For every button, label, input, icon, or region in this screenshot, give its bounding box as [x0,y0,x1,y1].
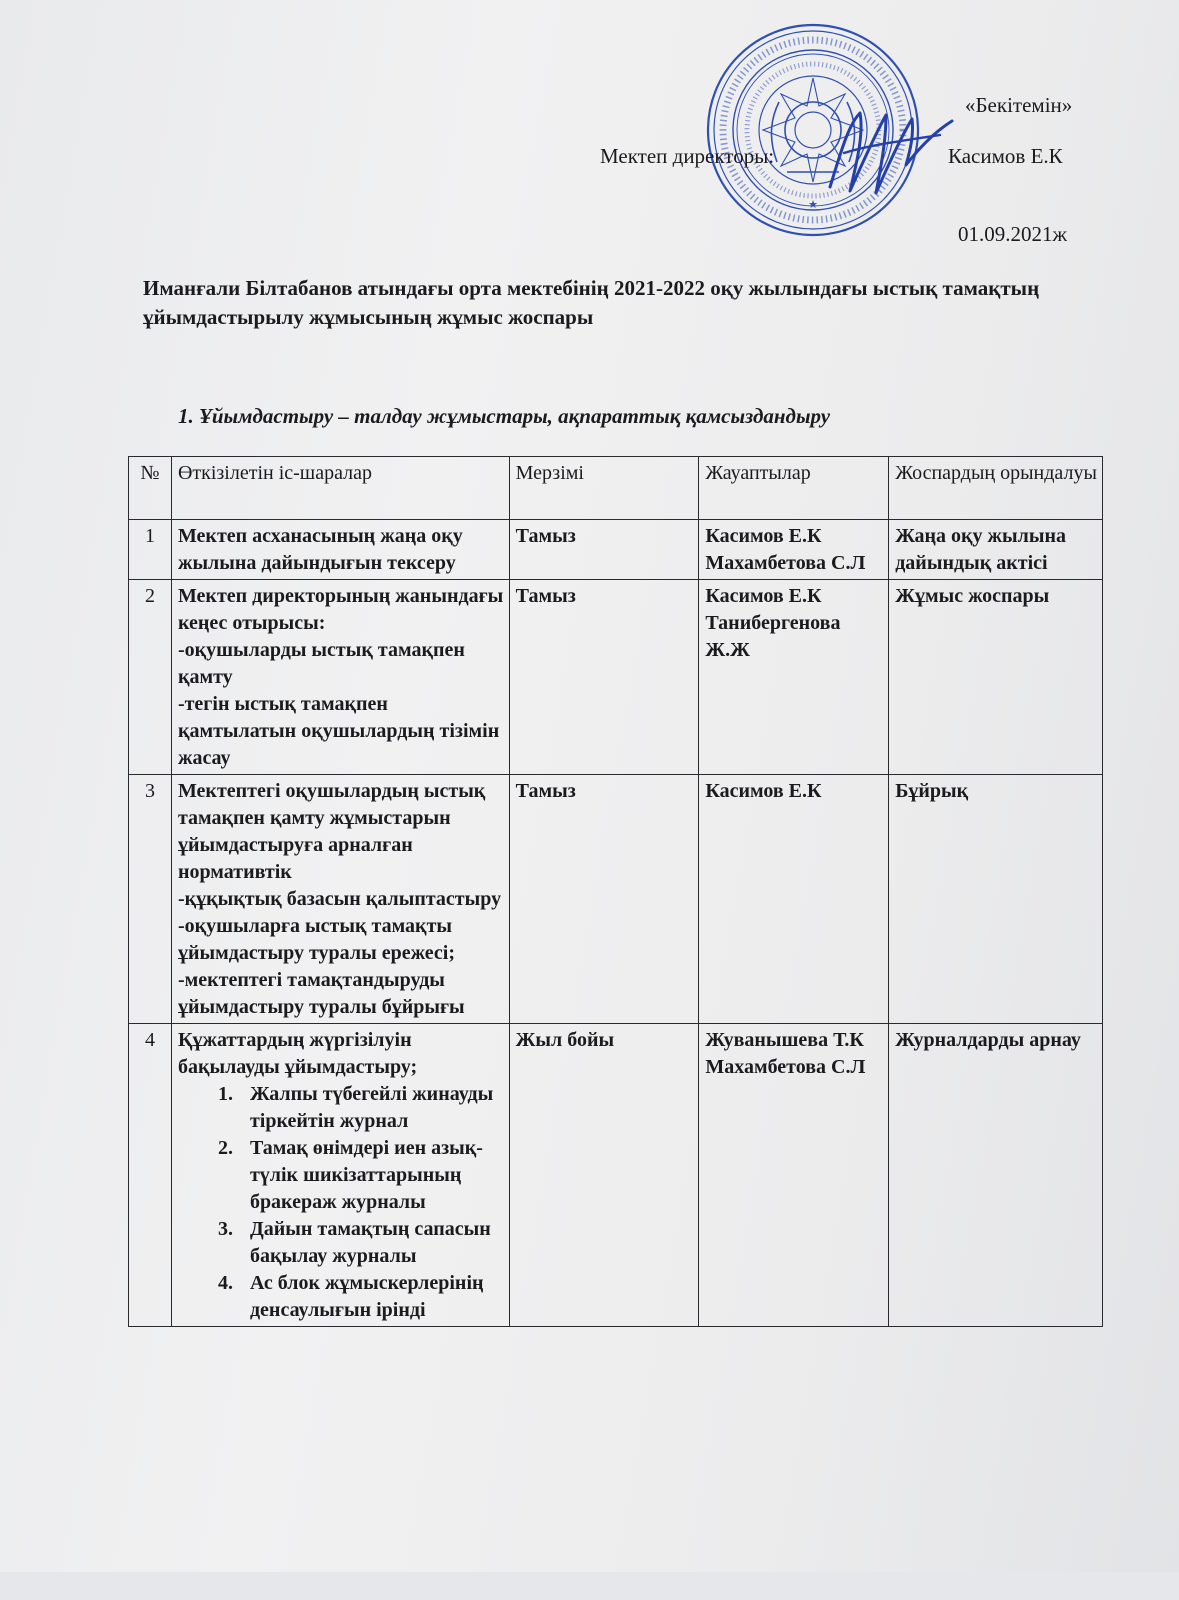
header-term: Мерзімі [509,457,699,520]
responsible-person: Махамбетова С.Л [705,552,866,574]
event-line: -мектептегі тамақтандыруды ұйымдастыру туралы бұйрығы [177,969,465,1018]
row-event [171,520,509,580]
table-row [129,580,1103,775]
handwritten-signature [820,95,960,205]
row-number: 2 [129,580,172,775]
table-row [129,520,1103,580]
plan-table [128,456,1103,1327]
row-term: Тамыз [509,520,699,580]
table-row [129,1024,1103,1327]
page-bottom-edge [0,1572,1179,1600]
responsible-person: Касимов Е.К [705,585,822,607]
row-event [171,775,509,1024]
responsible-person: Касимов Е.К [705,780,822,802]
row-responsible [699,520,889,580]
row-responsible [699,775,889,1024]
row-number: 3 [129,775,172,1024]
header-events: Өткізілетін іс-шаралар [171,457,509,520]
list-item: 4. Ас блок жұмыскерлерінің денсаулығын ірінді [238,1270,504,1324]
event-intro: Құжаттардың жүргізілуін бақылауды ұйымдастыру; [177,1029,418,1078]
row-event [171,1024,509,1327]
section-heading: 1. Ұйымдастыру – талдау жұмыстары, ақпараттық қамсыздандыру [178,404,831,428]
event-line: -оқушыларды ыстық тамақпен қамту [177,639,465,688]
list-item: 2. Тамақ өнімдері иен азық-түлік шикізаттарының бракераж журналы [238,1135,504,1216]
event-line: Мектеп директорының жанындағы кеңес отырысы: [177,585,504,634]
event-line: -оқушыларға ыстық тамақты ұйымдастыру туралы ережесі; [177,915,456,964]
row-event [171,580,509,775]
director-label: Мектеп директоры: [600,144,775,168]
responsible-person: Танибергенова Ж.Ж [705,612,841,661]
approval-title: «Бекітемін» [965,93,1073,117]
event-line: Мектептегі оқушылардың ыстық тамақпен қамту жұмыстарын ұйымдастыруға арналған нормативтік [177,780,486,883]
header-responsible: Жауаптылар [699,457,889,520]
table-row [129,775,1103,1024]
table-header-row [129,457,1103,520]
event-line: -құқықтық базасын қалыптастыру [177,888,502,910]
journal-list [178,1081,504,1324]
header-number: № [129,457,172,520]
row-result: Журналдарды арнау [889,1024,1103,1327]
document-title: Иманғали Білтабанов атындағы орта мектебінің 2021-2022 оқу жылындағы ыстық тамақтың ұйымдастырылу жұмысының жұмыс жоспары [143,276,1040,329]
row-term: Тамыз [509,775,699,1024]
row-responsible [699,580,889,775]
responsible-person: Жуванышева Т.К [705,1029,864,1051]
row-number: 4 [129,1024,172,1327]
svg-text:★: ★ [808,198,818,211]
approval-date: 01.09.2021ж [958,222,1068,246]
row-number: 1 [129,520,172,580]
row-result: Жаңа оқу жылына дайындық актісі [889,520,1103,580]
row-result: Бұйрық [889,775,1103,1024]
event-line: Мектеп асханасының жаңа оқу жылына дайындығын тексеру [177,525,463,574]
row-term: Тамыз [509,580,699,775]
director-name: Касимов Е.К [948,144,1063,168]
list-item: 3. Дайын тамақтың сапасын бақылау журналы [238,1216,504,1270]
list-item: 1. Жалпы түбегейлі жинауды тіркейтін журнал [238,1081,504,1135]
responsible-person: Махамбетова С.Л [705,1056,866,1078]
responsible-person: Касимов Е.К [705,525,822,547]
event-line: -тегін ыстық тамақпен қамтылатын оқушылардың тізімін жасау [177,693,500,769]
row-term: Жыл бойы [509,1024,699,1327]
header-result: Жоспардың орындалуы [889,457,1103,520]
row-result: Жұмыс жоспары [889,580,1103,775]
row-responsible [699,1024,889,1327]
